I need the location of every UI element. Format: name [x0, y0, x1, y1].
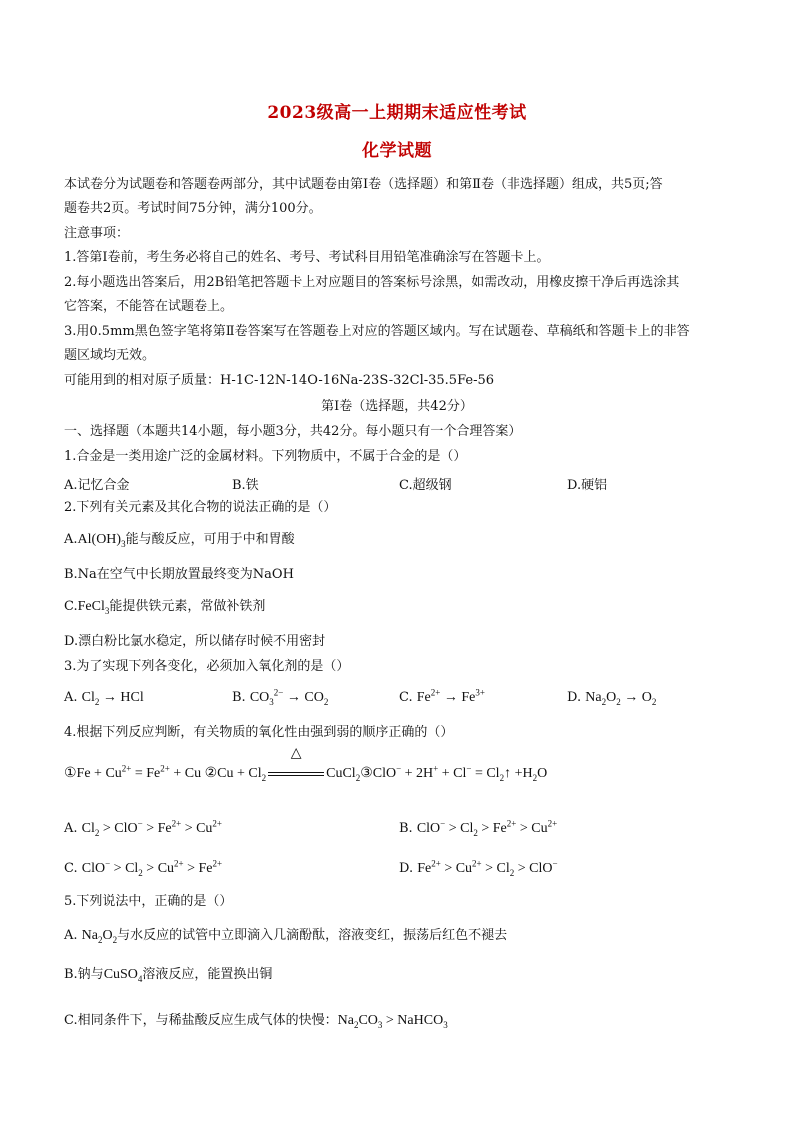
- q5-option-b-pre: B.钠与: [64, 967, 104, 982]
- q2-option-d: D.漂白粉比氯水稳定，所以储存时候不用密封: [64, 634, 326, 649]
- q4-option-c: C. $ClO^- > Cl_2 > Cu^{2+} > Fe^{2+}$: [64, 858, 223, 878]
- q5-option-c-pre: C.相同条件下，与稀盐酸反应生成气体的快慢：: [64, 1013, 338, 1028]
- q2-option-a-text: 能与酸反应，可用于中和胃酸: [125, 532, 295, 547]
- notice-heading: 注意事项：: [64, 226, 130, 241]
- notice-item-3a: 3.用0.5mm黑色签字笔将第Ⅱ卷答案写在答题卷上对应的答题区域内。写在试题卷、草稿纸和答题卡上的非答: [64, 324, 690, 339]
- q5-option-b-post: 溶液反应，能置换出铜: [142, 967, 273, 982]
- q2-option-c-text: 能提供铁元素，常做补铁剂: [109, 599, 266, 614]
- question-5-stem: 5.下列说法中，正确的是（）: [64, 894, 233, 909]
- heat-symbol: △: [266, 765, 326, 783]
- q1-option-b: B.铁: [232, 478, 259, 493]
- notice-item-3b: 题区域均无效。: [64, 348, 156, 363]
- q1-option-a: A.记忆合金: [64, 478, 130, 493]
- q3-option-d: D. $Na_2O_2 \to O_2$: [567, 690, 657, 707]
- q4-option-a: A. $Cl_2 > ClO^- > Fe^{2+} > Cu^{2+}$: [64, 818, 222, 838]
- q4-option-d: D. $Fe^{2+} > Cu^{2+} > Cl_2 > ClO^-$: [399, 858, 558, 878]
- section-instructions: 一、选择题（本题共14小题，每小题3分，共42分。每小题只有一个合理答案）: [64, 424, 522, 439]
- q5-option-c: C.相同条件下，与稀盐酸反应生成气体的快慢：$Na_2CO_3$ > NaHCO$_3$: [64, 1013, 448, 1030]
- intro-line-1: 本试卷分为试题卷和答题卷两部分，其中试题卷由第Ⅰ卷（选择题）和第Ⅱ卷（非选择题）组成，共5页;答: [64, 177, 663, 192]
- question-3-stem: 3.为了实现下列各变化，必须加入氧化剂的是（）: [64, 659, 350, 674]
- question-4-stem: 4.根据下列反应判断，有关物质的氧化性由强到弱的顺序正确的（）: [64, 725, 454, 740]
- question-2-stem: 2.下列有关元素及其化合物的说法正确的是（）: [64, 500, 337, 515]
- notice-item-2b: 它答案，不能答在试题卷上。: [64, 299, 234, 314]
- q5-option-b: B.钠与CuSO$_4$溶液反应，能置换出铜: [64, 967, 273, 984]
- section-title: 第Ⅰ卷（选择题，共42分）: [321, 399, 473, 414]
- atomic-masses: 可能用到的相对原子质量：H-1C-12N-14O-16Na-23S-32Cl-35.5Fe-56: [64, 373, 495, 388]
- q3-option-b: B. $CO_3^{2-} \to CO_2$: [232, 687, 329, 707]
- q4-reactions: ①Fe + $Cu^{2+} = Fe^{2+} + Cu$ ②Cu + $Cl_2$ △ CuCl$_2$③ClO− + $2H^+ + Cl^- = Cl_2↑ +H_2O$: [64, 746, 548, 783]
- q2-option-a: $A.Al(OH)_3$能与酸反应，可用于中和胃酸: [64, 532, 295, 549]
- q5-option-a-text: 与水反应的试管中立即滴入几滴酚酞，溶液变红，振荡后红色不褪去: [117, 928, 508, 943]
- exam-title: 2023级高一上期期末适应性考试: [267, 103, 527, 123]
- q5-option-a: A. $Na_2O_2$与水反应的试管中立即滴入几滴酚酞，溶液变红，振荡后红色不褪去: [64, 928, 508, 945]
- q2-option-b: B.Na在空气中长期放置最终变为NaOH: [64, 567, 294, 582]
- q3-option-c: C. $Fe^{2+} \to Fe^{3+}$: [399, 687, 485, 705]
- q2-option-c: C.FeCl$_3$能提供铁元素，常做补铁剂: [64, 599, 266, 616]
- q1-option-c: C.超级钢: [399, 478, 452, 493]
- notice-item-1: 1.答第Ⅰ卷前，考生务必将自己的姓名、考号、考试科目用铅笔准确涂写在答题卡上。: [64, 250, 550, 265]
- q4-option-b: B. $ClO^- > Cl_2 > Fe^{2+} > Cu^{2+}$: [399, 818, 558, 838]
- subject-title: 化学试题: [362, 141, 432, 161]
- notice-item-2a: 2.每小题选出答案后，用2B铅笔把答题卡上对应题目的答案标号涂黑，如需改动，用橡皮擦干净后再选涂其: [64, 275, 680, 290]
- question-1-stem: 1.合金是一类用途广泛的金属材料。下列物质中，不属于合金的是（）: [64, 449, 467, 464]
- q3-option-a: A. $Cl_2$ → HCl: [64, 690, 144, 707]
- q1-option-d: D.硬铝: [567, 478, 608, 493]
- intro-line-2: 题卷共2页。考试时间75分钟，满分100分。: [64, 201, 322, 216]
